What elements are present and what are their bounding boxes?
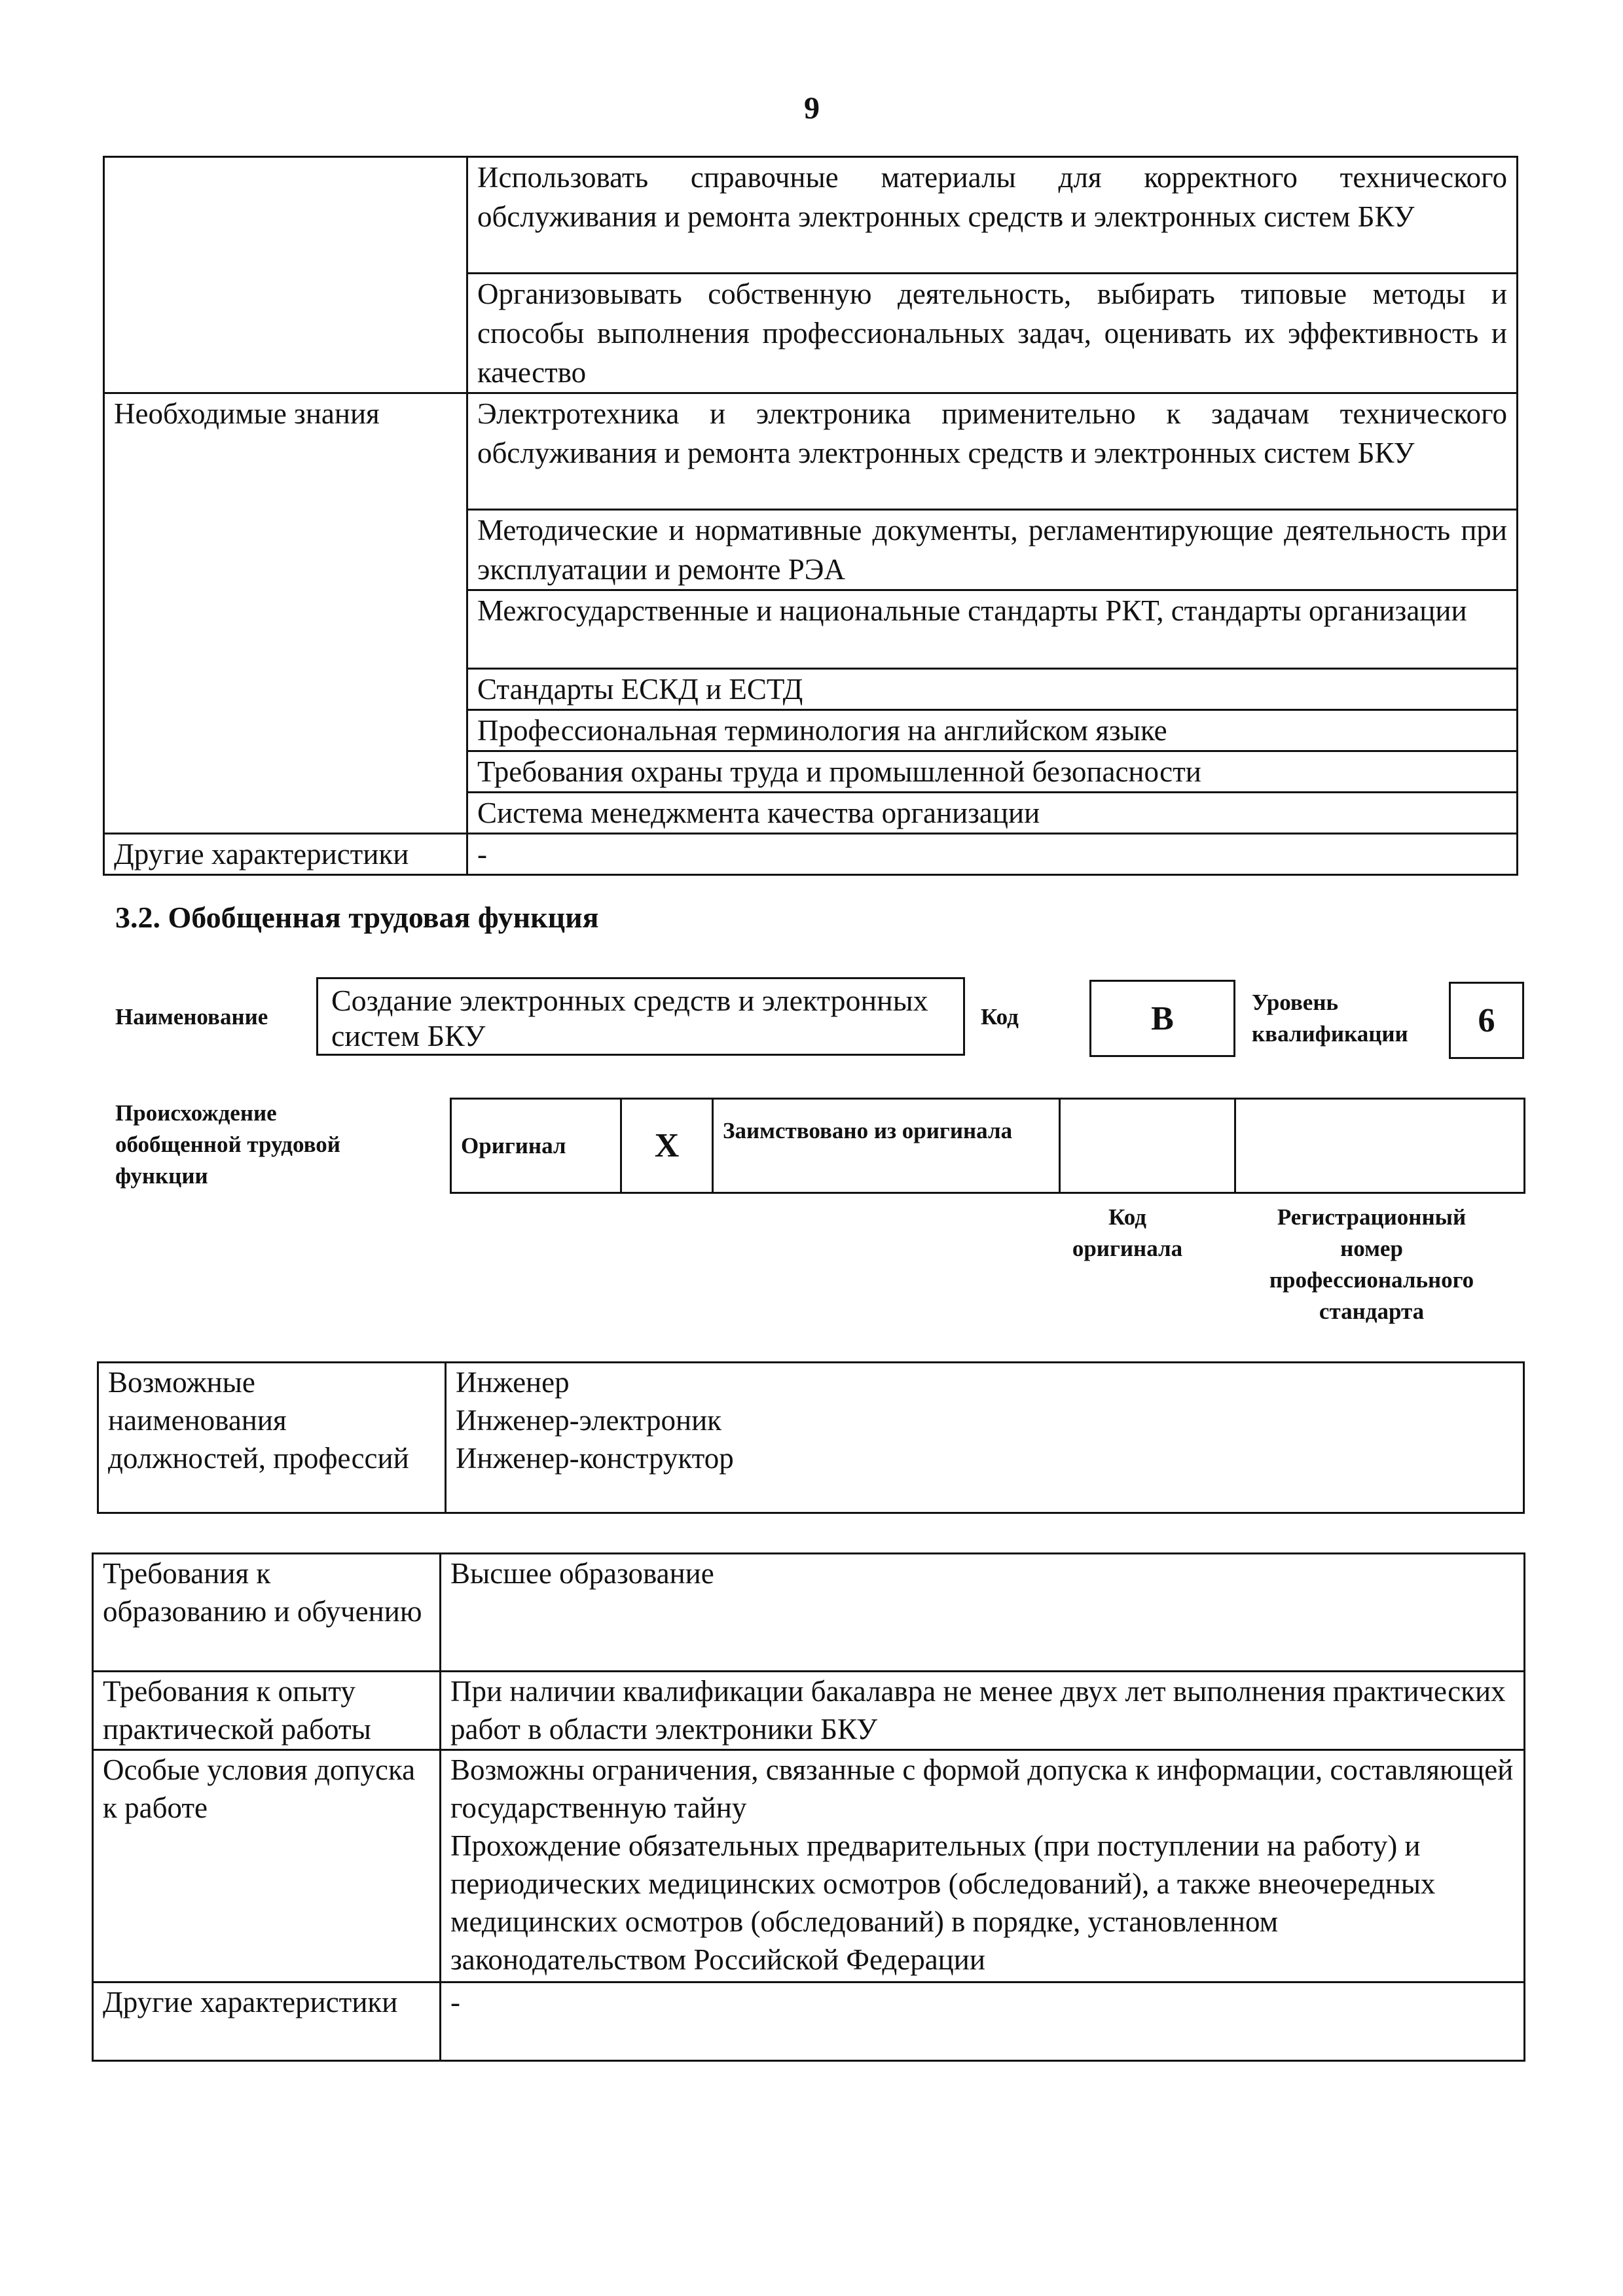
reg-number-cell — [1235, 1099, 1525, 1193]
requirement-line: Высшее образование — [450, 1557, 714, 1590]
code-caption: Код оригинала — [1072, 1204, 1183, 1261]
origin-label: Происхождение обобщенной трудовой функции — [115, 1100, 340, 1189]
level-label: Уровень квалификации — [1252, 990, 1408, 1047]
knowledge-item: Требования охраны труда и промышленной безопасности — [467, 751, 1518, 793]
requirement-value — [441, 1554, 1525, 1672]
table-row — [93, 1982, 1525, 2061]
knowledge-item: Система менеджмента качества организации — [467, 793, 1518, 834]
requirement-line: Возможны ограничения, связанные с формой допуска к информации, составляющей государственную тайну — [450, 1753, 1514, 1824]
code-box — [1089, 980, 1235, 1057]
requirement-label: Требования к опыту практической работы — [93, 1672, 441, 1750]
requirement-line: При наличии квалификации бакалавра не менее двух лет выполнения практических работ в области электроники БКУ — [450, 1675, 1506, 1746]
code-value: В — [1151, 999, 1174, 1037]
other-value: - — [467, 834, 1518, 875]
knowledge-item: Межгосударственные и национальные стандарты РКТ, стандарты организации — [467, 590, 1518, 669]
knowledge-item: Стандарты ЕСКД и ЕСТД — [467, 669, 1518, 710]
original-label: Оригинал — [451, 1099, 621, 1193]
origin-table — [450, 1098, 1525, 1194]
original-mark: Х — [621, 1099, 713, 1193]
name-value: Создание электронных средств и электронных систем БКУ — [331, 984, 928, 1052]
table-row — [98, 1363, 1524, 1513]
position-item: Инженер-электроник — [456, 1404, 722, 1437]
level-box — [1449, 982, 1524, 1059]
requirement-value — [441, 1982, 1525, 2061]
knowledge-item: Профессиональная терминология на английском языке — [467, 710, 1518, 751]
requirement-label: Другие характеристики — [93, 1982, 441, 2061]
table-row — [93, 1554, 1525, 1672]
name-label: Наименование — [115, 1004, 268, 1030]
table-row — [104, 834, 1518, 875]
other-label: Другие характеристики — [104, 834, 467, 875]
position-item: Инженер-конструктор — [456, 1442, 734, 1475]
table-row — [451, 1099, 1525, 1193]
requirements-table — [92, 1552, 1525, 2062]
name-value-box — [316, 977, 965, 1056]
positions-label: Возможные наименования должностей, профессий — [98, 1363, 446, 1513]
positions-table — [97, 1361, 1525, 1514]
knowledge-label: Необходимые знания — [104, 393, 467, 834]
table-row — [104, 393, 1518, 510]
table-row — [93, 1672, 1525, 1750]
empty-cell — [104, 157, 467, 393]
table-row — [104, 157, 1518, 274]
knowledge-table — [103, 156, 1518, 876]
requirement-line: Прохождение обязательных предварительных (при поступлении на работу) и периодических медицинских осмотров (обследований), а также внеочередных медицинских осмотров (обследований) в порядке, установленном законодательством Российской Федерации — [450, 1829, 1436, 1976]
requirement-label: Особые условия допуска к работе — [93, 1750, 441, 1982]
skill-item: Организовывать собственную деятельность, выбирать типовые методы и способы выполнения профессиональных задач, оценивать их эффективность и качество — [467, 274, 1518, 393]
requirement-label: Требования к образованию и обучению — [93, 1554, 441, 1672]
requirement-line: - — [450, 1986, 460, 2018]
skill-item: Использовать справочные материалы для корректного технического обслуживания и ремонта электронных средств и электронных систем БКУ — [467, 157, 1518, 274]
requirement-value — [441, 1672, 1525, 1750]
page-number: 9 — [804, 91, 820, 126]
knowledge-item: Методические и нормативные документы, регламентирующие деятельность при эксплуатации и ремонте РЭА — [467, 510, 1518, 590]
reg-caption: Регистрационный номер профессионального стандарта — [1269, 1204, 1474, 1324]
original-code-cell — [1060, 1099, 1235, 1193]
code-label: Код — [981, 1004, 1019, 1030]
positions-list — [446, 1363, 1524, 1513]
level-value: 6 — [1478, 1001, 1495, 1039]
requirement-value — [441, 1750, 1525, 1982]
borrowed-label: Заимствовано из оригинала — [713, 1099, 1060, 1193]
position-item: Инженер — [456, 1366, 570, 1399]
section-title: 3.2. Обобщенная трудовая функция — [115, 901, 599, 934]
knowledge-item: Электротехника и электроника применительно к задачам технического обслуживания и ремонта электронных средств и электронных систем БКУ — [467, 393, 1518, 510]
table-row — [93, 1750, 1525, 1982]
